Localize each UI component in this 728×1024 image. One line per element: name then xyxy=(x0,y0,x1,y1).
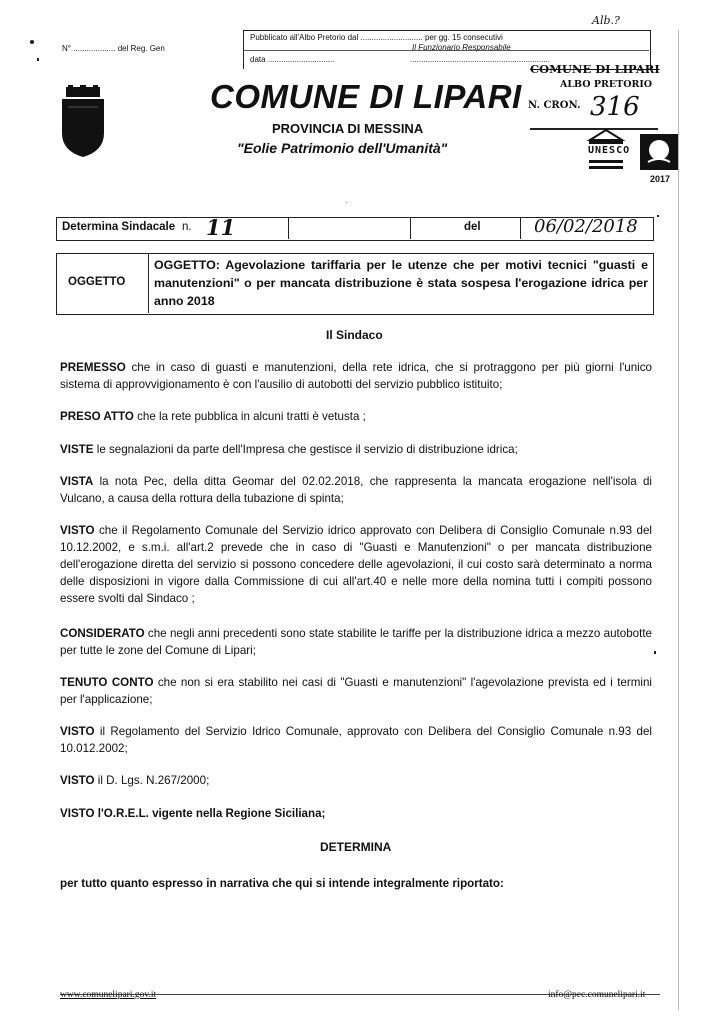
paragraph-lead: VISTA xyxy=(60,475,94,488)
register-dots: ................... xyxy=(73,44,116,53)
paragraph-lead: VISTO xyxy=(60,725,95,738)
closing-line: per tutto quanto espresso in narrativa che qui si intende integralmente riportato: xyxy=(60,877,504,890)
determina-number: 11 xyxy=(206,215,236,240)
albo-cron-number: 316 xyxy=(590,92,640,122)
publication-date: data .............................. xyxy=(250,55,335,64)
albo-cron-label: N. CRON. xyxy=(528,100,581,111)
paragraph-visto-dlgs xyxy=(60,772,652,789)
albo-stamp-title: COMUNE DI LIPARI xyxy=(530,62,660,76)
paragraph-lead: VISTO xyxy=(60,807,95,820)
determina-divider xyxy=(410,217,411,239)
publication-line1: Pubblicato all'Albo Pretorio dal ............................ per gg. 15 consecutivi xyxy=(250,33,503,42)
determina-divider xyxy=(520,217,521,239)
scan-edge-line xyxy=(678,30,679,1010)
paragraph-visto-regolamento xyxy=(60,522,652,607)
determina-date: 06/02/2018 xyxy=(534,216,638,237)
scan-speck xyxy=(37,58,39,61)
motto: "Eolie Patrimonio dell'Umanità" xyxy=(237,140,448,156)
paragraph-text: le segnalazioni da parte dell'Impresa che gestisce il servizio di distribuzione idrica; xyxy=(93,443,518,456)
paragraph-text: l'O.R.E.L. vigente nella Regione Siciliana; xyxy=(94,807,326,820)
footer-email-link[interactable]: info@pec.comunelipari.it xyxy=(548,990,646,1000)
oggetto-label: OGGETTO xyxy=(68,276,126,288)
paragraph-lead: PRESO ATTO xyxy=(60,410,134,423)
paragraph-vista xyxy=(60,473,652,507)
paragraph-lead: VISTE xyxy=(60,443,94,456)
footer-website-link[interactable]: www.comunelipari.gov.it xyxy=(60,990,157,1000)
paragraph-text: che il Regolamento Comunale del Servizio idrico approvato con Delibera di Consiglio Comunale n.93 del 10.12.2002, e s.m.i. all'art.2 prevede che in caso di "Guasti e Manutenzioni" o per mancata distribuzione dell'erogazione diretta del servizio si possono concedere delle agevolazioni, il cui costo sarà determinato a norma delle disposizioni in vigore dalla Commissione di cui all'art.40 e nelle more della nomina tutti i compiti possono essere svolti dal Sindaco ; xyxy=(60,524,652,605)
determina-del-label: del xyxy=(464,221,481,233)
paragraph-visto-orel xyxy=(60,805,652,822)
corner-handwriting: Alb.? xyxy=(592,14,620,27)
paragraph-tenuto-conto xyxy=(60,674,652,708)
paragraph-lead: TENUTO CONTO xyxy=(60,676,154,689)
page-title: COMUNE DI LIPARI xyxy=(210,78,522,115)
coat-of-arms-icon xyxy=(60,85,106,157)
paragraph-lead: VISTO xyxy=(60,774,95,787)
determina-label: Determina Sindacale xyxy=(62,221,176,233)
paragraph-text: il Regolamento del Servizio Idrico Comunale, approvato con Delibera del Consiglio Comunale n.93 del 10.012.2002; xyxy=(60,725,652,755)
determina-divider xyxy=(288,217,289,239)
paragraph-preso-atto xyxy=(60,408,652,425)
paragraph-viste xyxy=(60,441,652,458)
register-n-label: N° xyxy=(62,44,71,53)
blue-flag-icon xyxy=(640,134,678,170)
scan-speck xyxy=(657,215,659,217)
paragraph-text: che la rete pubblica in alcuni tratti è vetusta ; xyxy=(133,410,366,423)
sindaco-heading: Il Sindaco xyxy=(326,328,383,342)
register-line xyxy=(62,44,165,53)
oggetto-divider xyxy=(148,253,149,313)
province: PROVINCIA DI MESSINA xyxy=(272,121,424,136)
scan-speck: · xyxy=(345,198,348,207)
paragraph-text: la nota Pec, della ditta Geomar del 02.02.2018, che rappresenta la mancata erogazione nell'isola di Vulcano, a causa della rottura della tubazione di spinta; xyxy=(60,475,652,505)
paragraph-lead: CONSIDERATO xyxy=(60,627,145,640)
albo-stamp-subtitle: ALBO PRETORIO xyxy=(560,79,653,90)
paragraph-text: che in caso di guasti e manutenzioni, della rete idrica, che si protraggono per più giorni l'unico sistema di approvvigionamento è con l'ausilio di autobotti del servizio pubblico istituito; xyxy=(60,361,652,391)
oggetto-text: OGGETTO: Agevolazione tariffaria per le utenze che per motivi tecnici "guasti e manutenzioni" o per mancata distribuzione è stata sospesa l'erogazione idrica per anno 2018 xyxy=(154,258,648,308)
unesco-label: UNESCO xyxy=(588,145,631,156)
paragraph-lead: VISTO xyxy=(60,524,95,537)
flag-year: 2017 xyxy=(650,174,671,184)
paragraph-premesso xyxy=(60,359,652,393)
paragraph-text: che negli anni precedenti sono state stabilite le tariffe per la distribuzione idrica a mezzo autobotte per tutte le zone del Comune di Lipari; xyxy=(60,627,652,657)
paragraph-considerato xyxy=(60,625,652,659)
determina-n-label: n. xyxy=(182,221,192,233)
paragraph-visto-servizio xyxy=(60,723,652,757)
scan-speck xyxy=(30,40,34,44)
publication-signature-dots: ............................................................... xyxy=(410,55,551,64)
publication-officer: Il Funzionario Responsabile xyxy=(412,43,511,52)
register-reg-label: del Reg. Gen xyxy=(117,44,165,53)
paragraph-lead: PREMESSO xyxy=(60,361,126,374)
determina-heading: DETERMINA xyxy=(320,840,392,854)
scan-speck xyxy=(654,651,656,654)
paragraph-text: il D. Lgs. N.267/2000; xyxy=(94,774,210,787)
paragraph-text: che non si era stabilito nei casi di "Guasti e manutenzioni" l'agevolazione prevista ed i termini per l'applicazione; xyxy=(60,676,652,706)
